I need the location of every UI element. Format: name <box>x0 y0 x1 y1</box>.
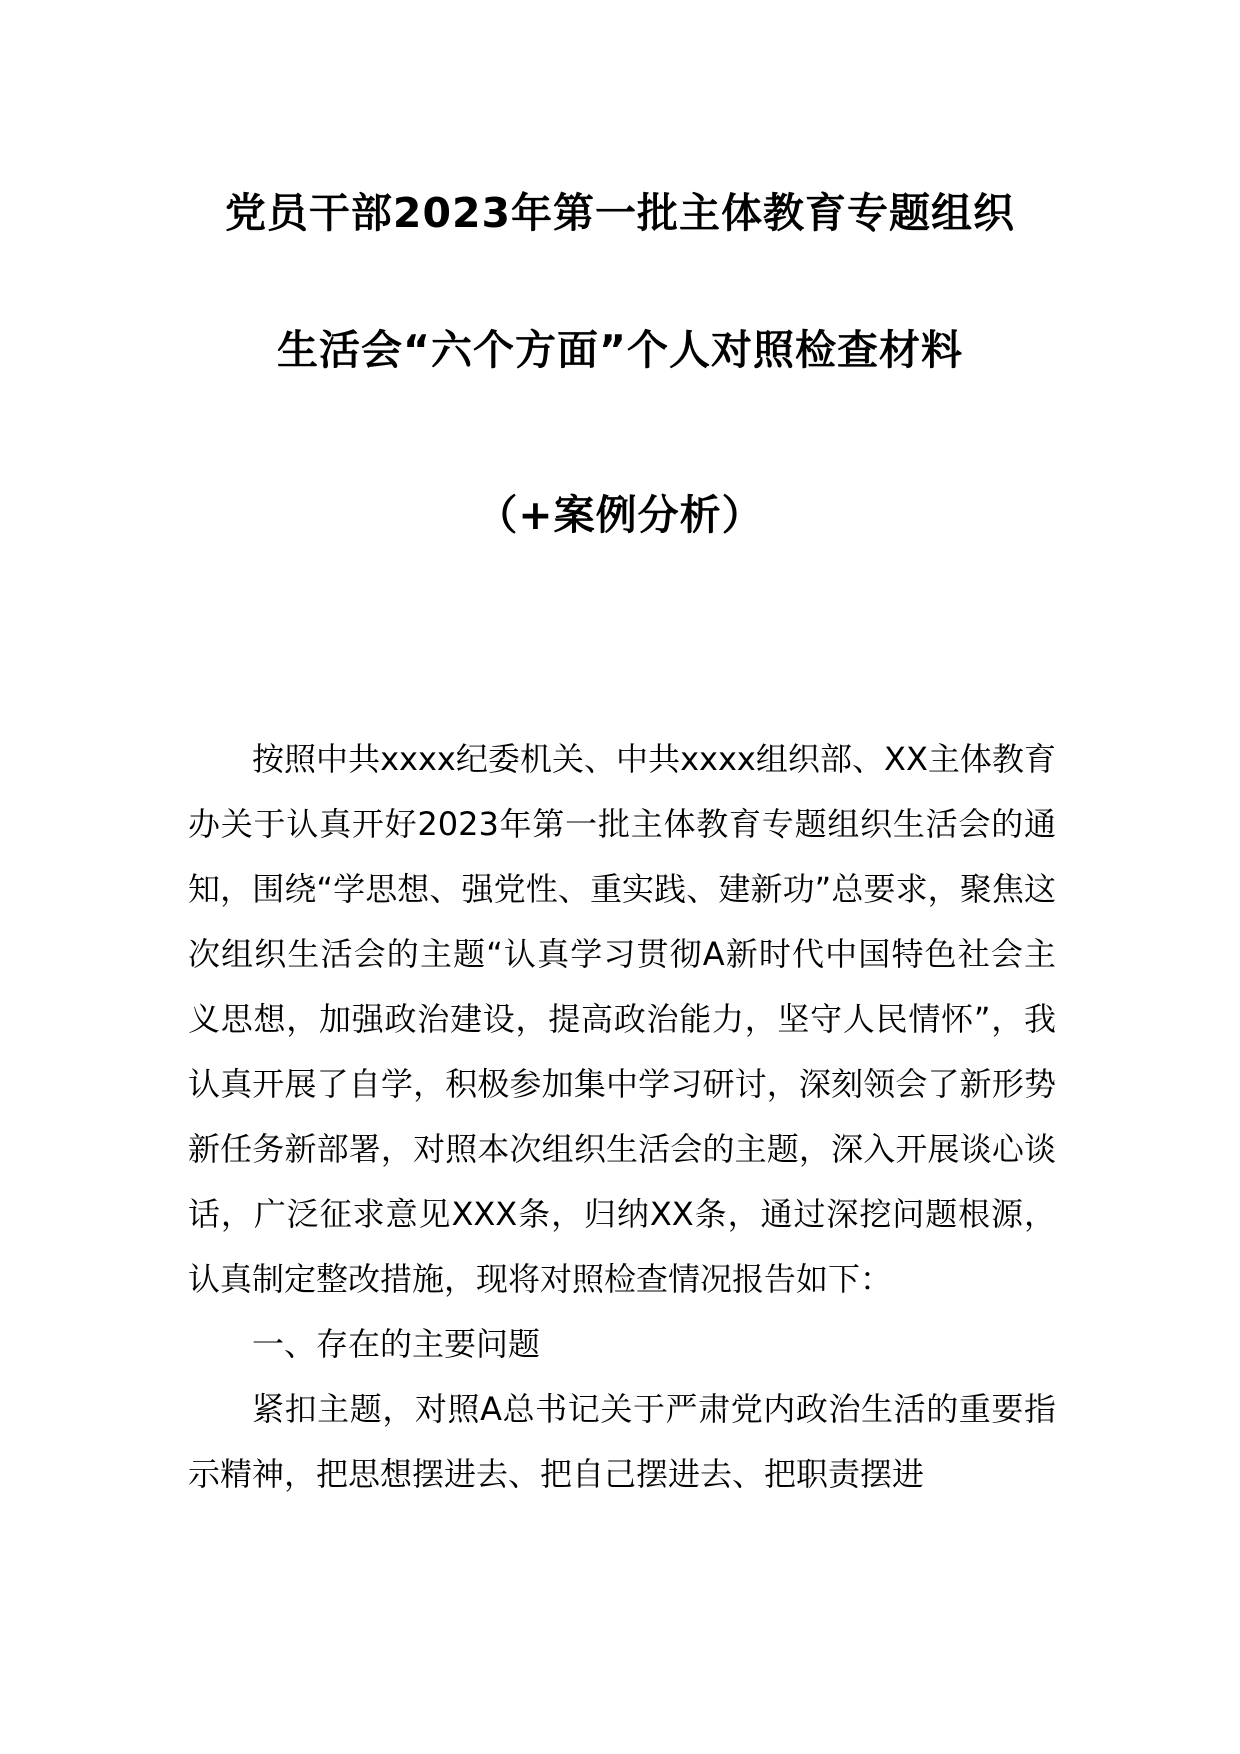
section-paragraph: 紧扣主题，对照A总书记关于严肃党内政治生活的重要指示精神，把思想摆进去、把自己摆进去、把职责摆进 <box>188 1390 1056 1493</box>
document-title-line-3: （+案例分析） <box>476 491 764 539</box>
document-title-line-1: 党员干部2023年第一批主体教育专题组织 <box>224 189 1016 237</box>
document-body <box>188 727 1056 1507</box>
document-title-line-2: 生活会“六个方面”个人对照检查材料 <box>277 326 963 374</box>
intro-paragraph: 按照中共xxxx纪委机关、中共xxxx组织部、XX主体教育办关于认真开好2023年第一批主体教育专题组织生活会的通知，围绕“学思想、强党性、重实践、建新功”总要求，聚焦这次组织生活会的主题“认真学习贯彻A新时代中国特色社会主义思想，加强政治建设，提高政治能力，坚守人民情怀”，我认真开展了自学，积极参加集中学习研讨，深刻领会了新形势新任务新部署，对照本次组织生活会的主题，深入开展谈心谈话，广泛征求意见XXX条，归纳XX条，通过深挖问题根源，认真制定整改措施，现将对照检查情况报告如下： <box>188 740 1056 1298</box>
section-heading: 一、存在的主要问题 <box>252 1325 541 1363</box>
